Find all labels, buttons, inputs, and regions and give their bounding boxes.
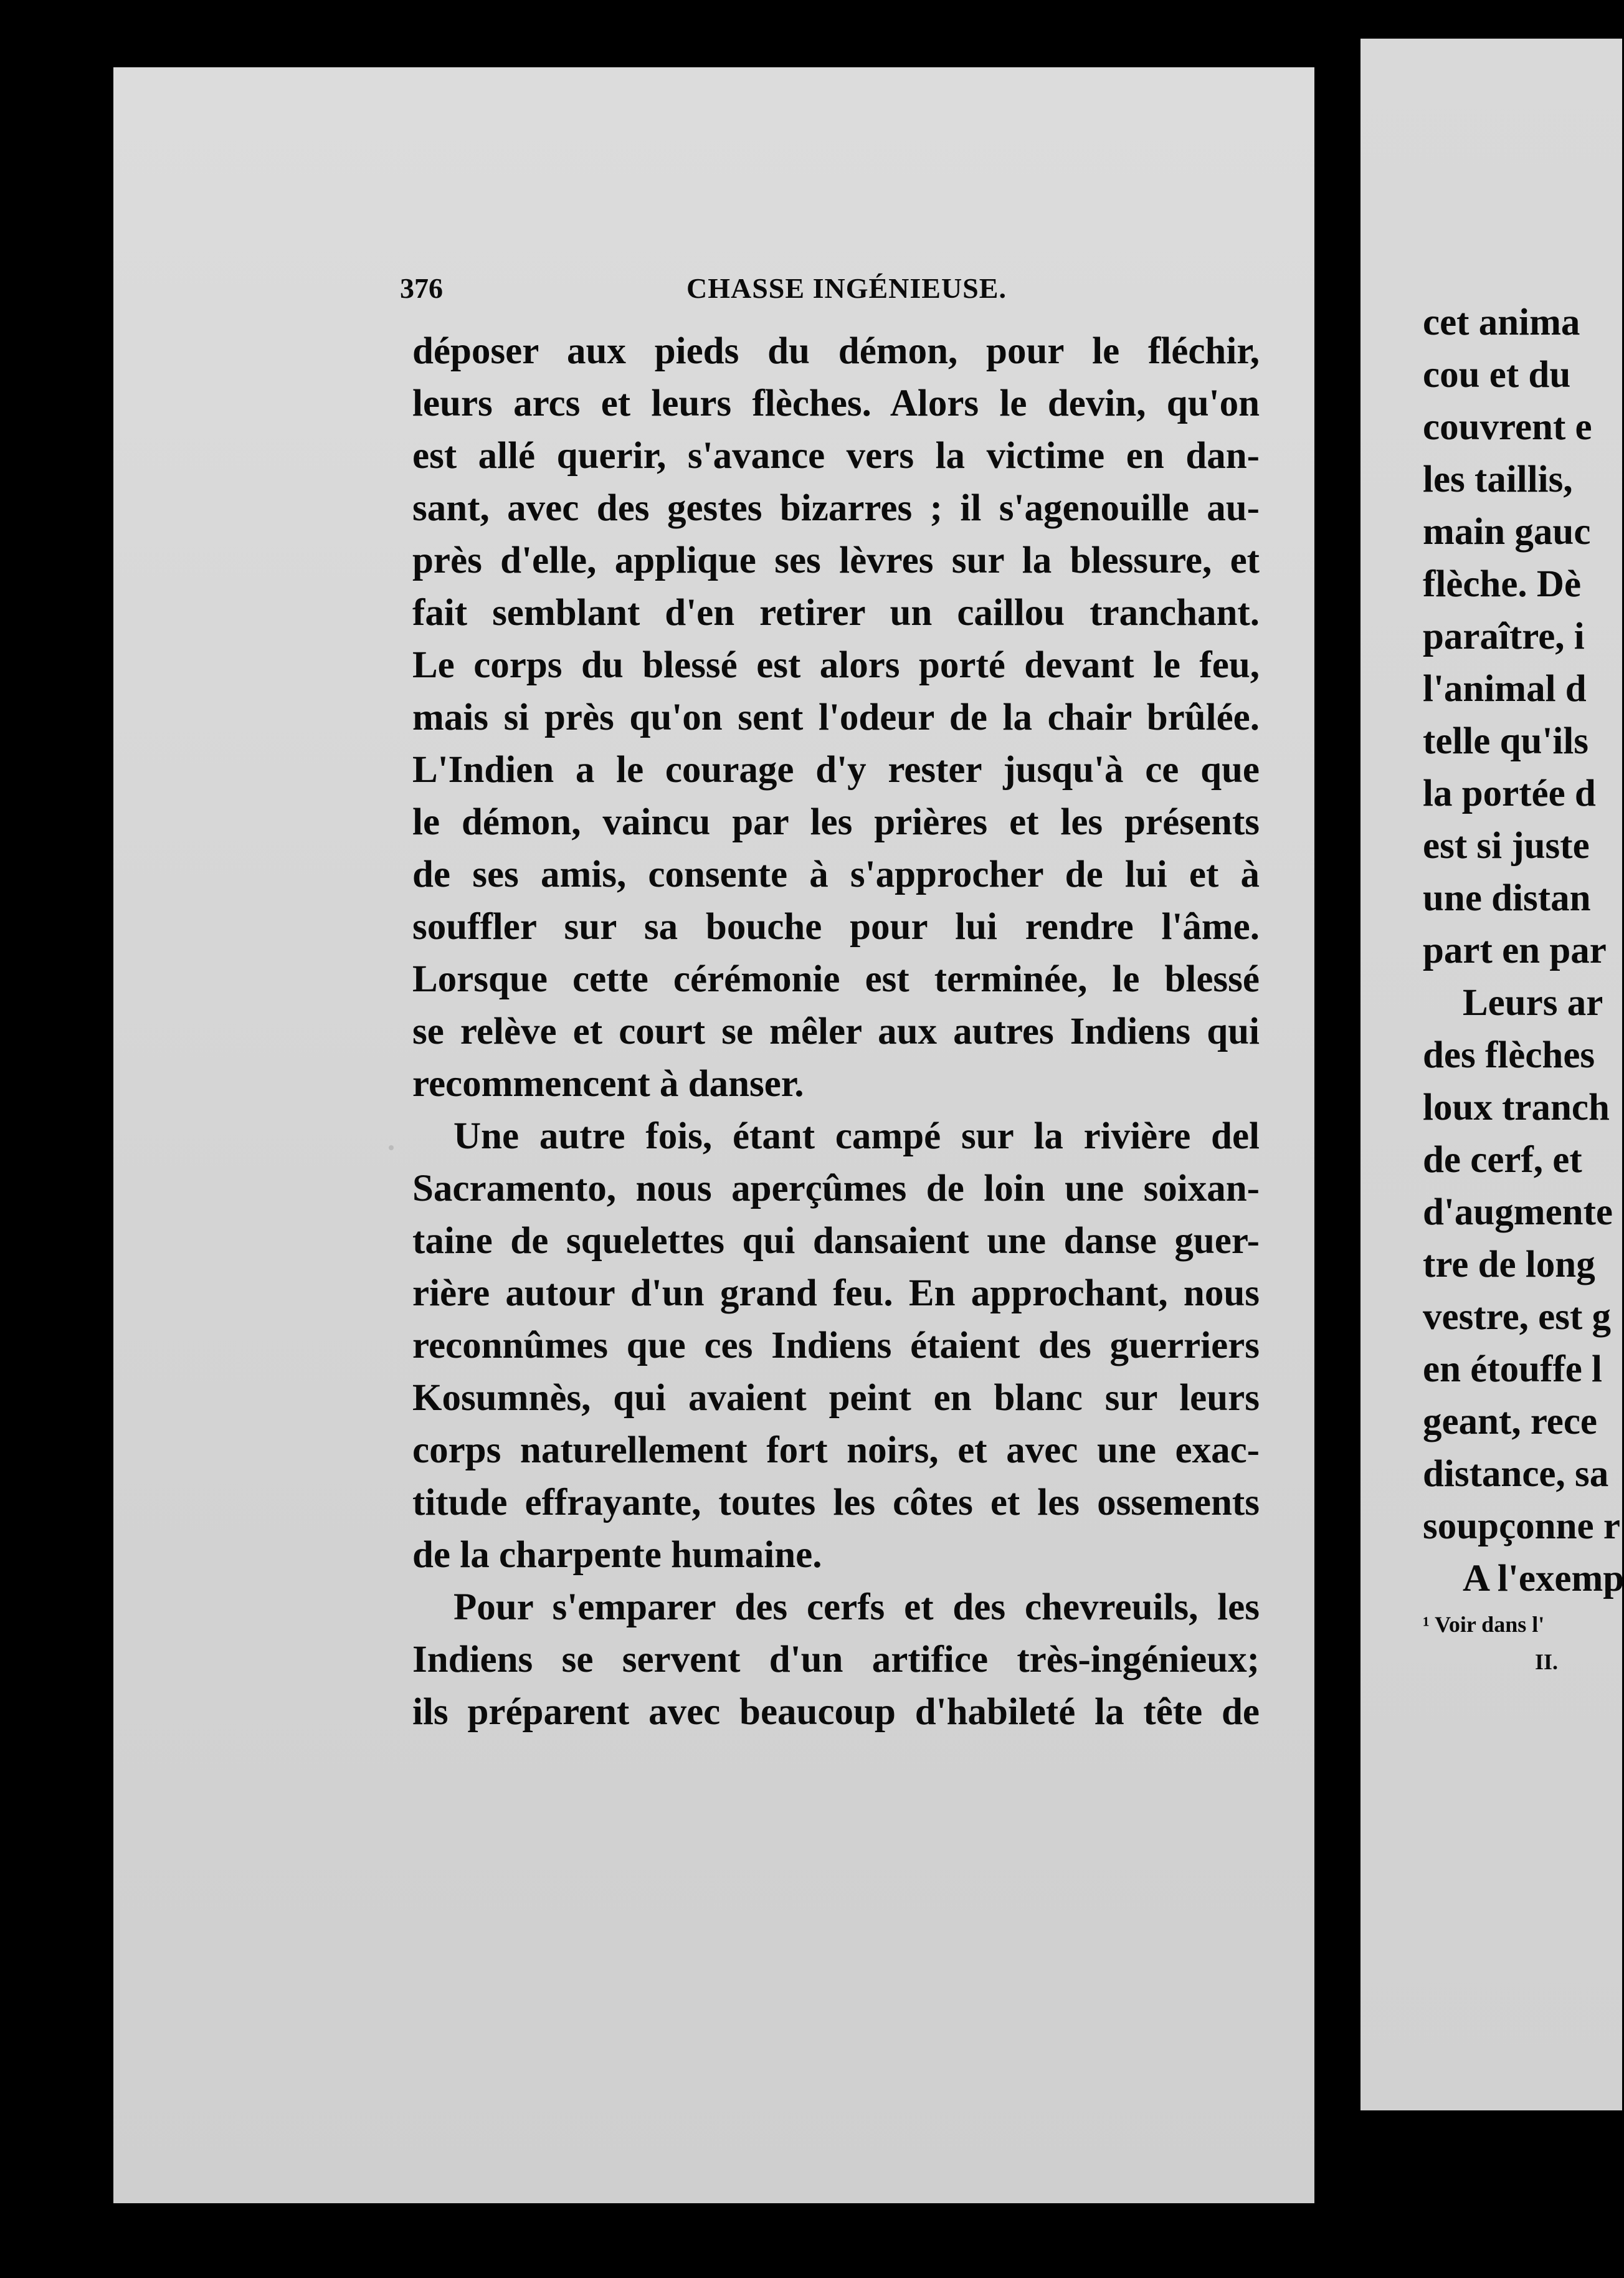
right-text-line: distance, sa: [1423, 1453, 1609, 1495]
right-text-line: la portée d: [1423, 773, 1596, 814]
right-text-line: Leurs ar: [1463, 982, 1603, 1024]
text-line: le démon, vaincu par les prières et les présents: [412, 801, 1260, 843]
text-line: mais si près qu'on sent l'odeur de la chair brûlée.: [412, 697, 1260, 738]
right-text-line: l'animal d: [1423, 668, 1587, 710]
text-line: reconnûmes que ces Indiens étaient des guerriers: [412, 1325, 1260, 1366]
text-line: de ses amis, consente à s'approcher de lui et à: [412, 854, 1260, 895]
text-line: souffler sur sa bouche pour lui rendre l'âme.: [412, 906, 1260, 948]
right-text-line: soupçonne r: [1423, 1505, 1620, 1547]
right-text-line: les taillis,: [1423, 459, 1573, 500]
text-line: titude effrayante, toutes les côtes et les ossements: [412, 1482, 1260, 1523]
right-text-line: flèche. Dè: [1423, 563, 1582, 605]
right-text-line: A l'exemp: [1463, 1558, 1624, 1599]
text-line: L'Indien a le courage d'y rester jusqu'à ce que: [412, 749, 1260, 791]
body-text: [412, 325, 1260, 1758]
right-body-text: [1423, 297, 1622, 1667]
page-header: [400, 272, 1116, 322]
running-title: CHASSE INGÉNIEUSE.: [686, 272, 1007, 304]
right-text-line: cou et du: [1423, 354, 1571, 396]
right-text-line: geant, rece: [1423, 1401, 1598, 1442]
text-line: Lorsque cette cérémonie est terminée, le blessé: [412, 958, 1260, 1000]
text-line: ils préparent avec beaucoup d'habileté la tête de: [412, 1691, 1260, 1733]
right-text-line: en étouffe l: [1423, 1348, 1602, 1390]
paper-speck: [389, 1145, 394, 1150]
right-text-line: des flèches: [1423, 1034, 1595, 1076]
text-line: corps naturellement fort noirs, et avec une exac-: [412, 1429, 1260, 1471]
text-line: Kosumnès, qui avaient peint en blanc sur leurs: [412, 1377, 1260, 1419]
right-text-line: vestre, est g: [1423, 1296, 1612, 1338]
text-line: près d'elle, applique ses lèvres sur la blessure, et: [412, 540, 1260, 581]
right-text-line: part en par: [1423, 930, 1607, 971]
right-text-line: loux tranch: [1423, 1087, 1610, 1128]
right-text-line: tre de long: [1423, 1244, 1595, 1285]
footnote: ¹ Voir dans l': [1423, 1612, 1545, 1637]
right-text-line: de cerf, et: [1423, 1139, 1582, 1181]
text-line: taine de squelettes qui dansaient une danse guer-: [412, 1220, 1260, 1262]
text-line: leurs arcs et leurs flèches. Alors le devin, qu'on: [412, 383, 1260, 424]
right-text-line: paraître, i: [1423, 616, 1585, 657]
right-text-line: main gauc: [1423, 511, 1591, 553]
right-text-line: telle qu'ils: [1423, 720, 1589, 762]
left-page: [113, 67, 1314, 2203]
text-line: se relève et court se mêler aux autres Indiens qui: [412, 1011, 1260, 1052]
right-text-line: cet anima: [1423, 302, 1580, 343]
text-line: Une autre fois, étant campé sur la rivière del: [453, 1115, 1260, 1157]
text-line: Le corps du blessé est alors porté devant le feu,: [412, 644, 1260, 686]
text-line: de la charpente humaine.: [412, 1534, 822, 1576]
right-text-line: d'augmente: [1423, 1191, 1613, 1233]
text-line: Sacramento, nous aperçûmes de loin une soixan-: [412, 1168, 1260, 1209]
text-line: Pour s'emparer des cerfs et des chevreuils, les: [453, 1586, 1260, 1628]
text-line: déposer aux pieds du démon, pour le fléchir,: [412, 330, 1260, 372]
right-text-line: est si juste: [1423, 825, 1590, 867]
text-line: Indiens se servent d'un artifice très-ingénieux;: [412, 1639, 1260, 1680]
text-line: est allé querir, s'avance vers la victime en dan-: [412, 435, 1260, 477]
text-line: recommencent à danser.: [412, 1063, 804, 1105]
signature-mark: II.: [1535, 1649, 1559, 1674]
page-number: 376: [400, 272, 443, 304]
text-line: sant, avec des gestes bizarres ; il s'agenouille au-: [412, 487, 1260, 529]
text-line: fait semblant d'en retirer un caillou tranchant.: [412, 592, 1260, 634]
right-text-line: couvrent e: [1423, 406, 1592, 448]
right-page: [1360, 39, 1622, 2110]
text-line: rière autour d'un grand feu. En approchant, nous: [412, 1272, 1260, 1314]
right-text-line: une distan: [1423, 877, 1591, 919]
